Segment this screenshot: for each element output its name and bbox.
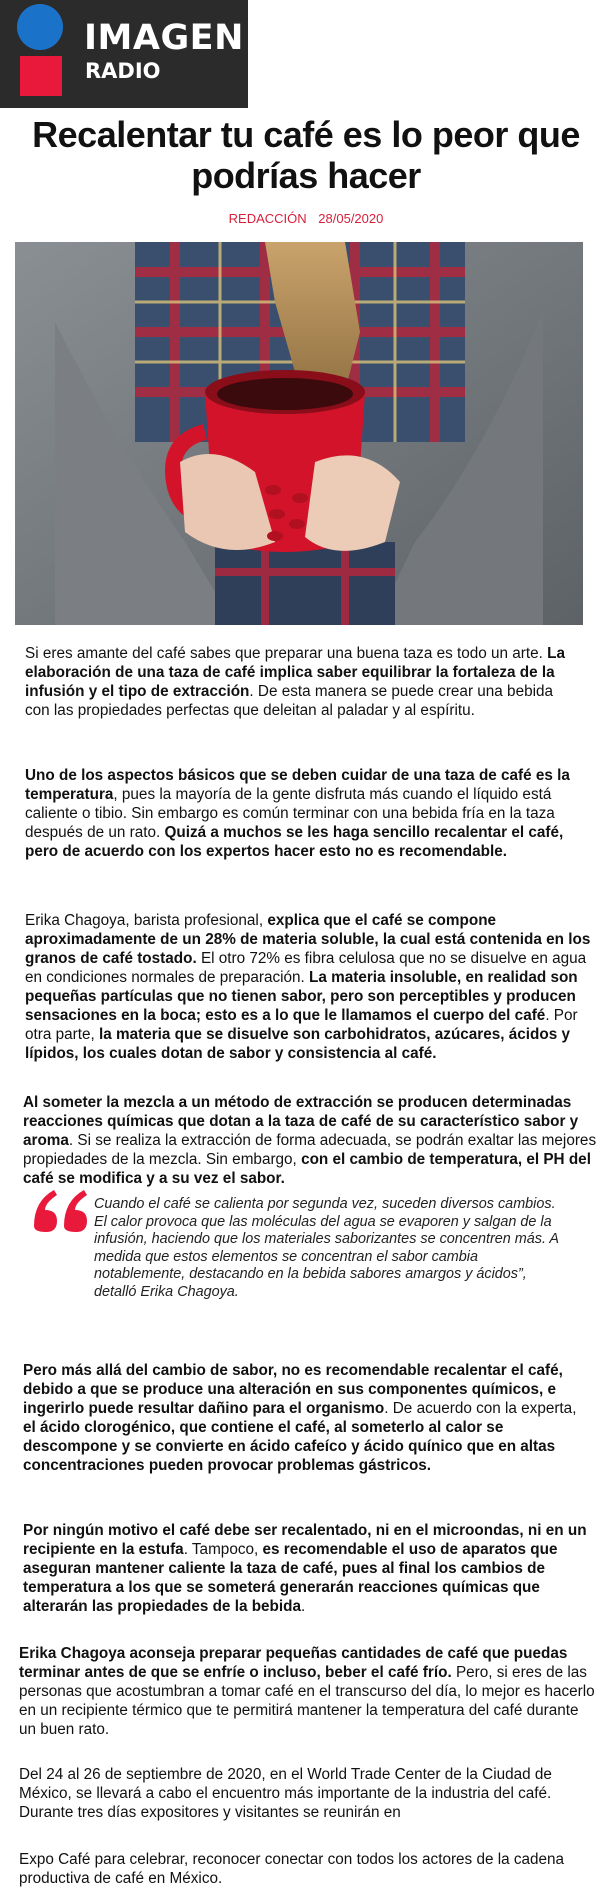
bold-text-1: La elaboración de una taza de café implica saber equilibrar la fortaleza de la infusión y el tipo de extracción xyxy=(25,645,566,700)
text-segment-1: Pero, si eres de las personas que acostumbran a tomar café en el transcurso del día, lo mejor es hacerlo en un recipiente térmico que te permitirá mantener la temperatura del café durante un buen rato. xyxy=(19,1664,595,1738)
text-segment-4: . Por otra parte, xyxy=(25,1007,578,1043)
paragraph-9 xyxy=(19,1850,597,1888)
paragraph-4 xyxy=(23,1093,597,1188)
bold-text-5: la materia que se disuelve son carbohidratos, azúcares, ácidos y lípidos, los cuales dotan de sabor y consistencia al café. xyxy=(25,1026,570,1062)
logo-text-imagen: IMAGEN xyxy=(84,18,244,58)
bold-text-1: explica que el café se compone aproximadamente de un 28% de materia soluble, la cual está contenida en los granos de café tostado. xyxy=(25,912,591,967)
bold-text-0: Al someter la mezcla a un método de extracción se producen determinadas reacciones químicas que dotan a la taza de café de su característico sabor y aroma xyxy=(23,1094,579,1149)
publish-date: 28/05/2020 xyxy=(318,211,384,226)
coffee-mug-photo xyxy=(15,242,583,625)
text-segment-2: El otro 72% es fibra celulosa que no se disuelve en agua en condiciones normales de preparación. xyxy=(25,950,587,986)
paragraph-1 xyxy=(25,644,575,720)
bold-text-2: el ácido clorogénico, que contiene el café, al someterlo al calor se descompone y se convierte en ácido cafeíco y ácido quínico que en altas concentraciones pueden provocar problemas gástricos. xyxy=(23,1419,556,1474)
bold-text-2: con el cambio de temperatura, el PH del café se modifica y a su vez el sabor. xyxy=(23,1151,591,1187)
text-segment-0: Expo Café para celebrar, reconocer conectar con todos los actores de la cadena productiva de café en México. xyxy=(19,1851,565,1887)
text-segment-1: , pues la mayoría de la gente disfruta más cuando el líquido está caliente o tibio. Sin embargo es común terminar con una bebida fría en la taza después de un rato. xyxy=(25,786,555,841)
article-title: Recalentar tu café es lo peor que podrías hacer xyxy=(32,114,580,196)
bold-text-0: Pero más allá del cambio de sabor, no es recomendable recalentar el café, debido a que se produce una alteración en sus componentes químicos, e ingerirlo puede resultar dañino para el organismo xyxy=(23,1362,563,1417)
hero-image xyxy=(15,242,583,625)
text-segment-0: Si eres amante del café sabes que preparar una buena taza es todo un arte. xyxy=(25,645,548,662)
paragraph-6 xyxy=(23,1521,593,1616)
author-link[interactable]: REDACCIÓN xyxy=(228,211,307,226)
paragraph-2 xyxy=(25,766,595,861)
text-segment-0: Del 24 al 26 de septiembre de 2020, en el World Trade Center de la Ciudad de México, se llevará a cabo el encuentro más importante de la industria del café. Durante tres días expositores y visitantes se reunirán en xyxy=(19,1766,552,1821)
imagen-radio-logo[interactable] xyxy=(0,0,248,108)
logo-blue-circle xyxy=(17,4,63,50)
text-segment-1: . Tampoco, xyxy=(183,1541,263,1558)
quote-text: Cuando el café se calienta por segunda vez, suceden diversos cambios. El calor provoca que las moléculas del agua se evaporen y salgan de la infusión, haciendo que los materiales saborizantes se concentren más. A medida que estos elementos se concentran el sabor cambia notablemente, destacando en la bebida sabores amargos y ácidos”, detalló Erika Chagoya. xyxy=(94,1196,559,1300)
bold-text-0: Por ningún motivo el café debe ser recalentado, ni en el microondas, ni en un recipiente en la estufa xyxy=(23,1522,587,1558)
logo-red-square xyxy=(20,56,62,96)
article-byline xyxy=(0,211,612,226)
bold-text-2: Quizá a muchos se les haga sencillo recalentar el café, pero de acuerdo con los expertos hacer esto no es recomendable. xyxy=(25,824,564,860)
bold-text-2: es recomendable el uso de aparatos que aseguran mantener caliente la taza de café, pues al final los cambios de temperatura a los que se someterá generarán reacciones químicas que alterarán las propiedades de la bebida xyxy=(23,1541,558,1615)
text-segment-3: . xyxy=(301,1598,306,1615)
text-segment-0: Erika Chagoya, barista profesional, xyxy=(25,912,268,929)
logo-text-radio: RADIO xyxy=(85,59,161,83)
text-segment-1: . Si se realiza la extracción de forma adecuada, se podrán exaltar las mejores propiedades de la mezcla. Sin embargo, xyxy=(23,1132,597,1168)
bold-text-3: La materia insoluble, en realidad son pequeñas partículas que no tienen sabor, pero son perceptibles y producen sensaciones en la boca; esto es a lo que le llamamos el cuerpo del café xyxy=(25,969,578,1024)
paragraph-7 xyxy=(19,1644,597,1739)
text-segment-1: . De acuerdo con la experta, xyxy=(384,1400,577,1417)
bold-text-0: Erika Chagoya aconseja preparar pequeñas cantidades de café que puedas terminar antes de que se enfríe o incluso, beber el café frío. xyxy=(19,1645,568,1681)
paragraph-8 xyxy=(19,1765,597,1822)
paragraph-5 xyxy=(23,1361,593,1475)
text-segment-2: . De esta manera se puede crear una bebida con las propiedades perfectas que deleitan al paladar y al espíritu. xyxy=(25,683,553,719)
paragraph-3 xyxy=(25,911,597,1063)
quote-mark-icon xyxy=(32,1186,92,1236)
bold-text-0: Uno de los aspectos básicos que se deben cuidar de una taza de café es la temperatura xyxy=(25,767,570,803)
